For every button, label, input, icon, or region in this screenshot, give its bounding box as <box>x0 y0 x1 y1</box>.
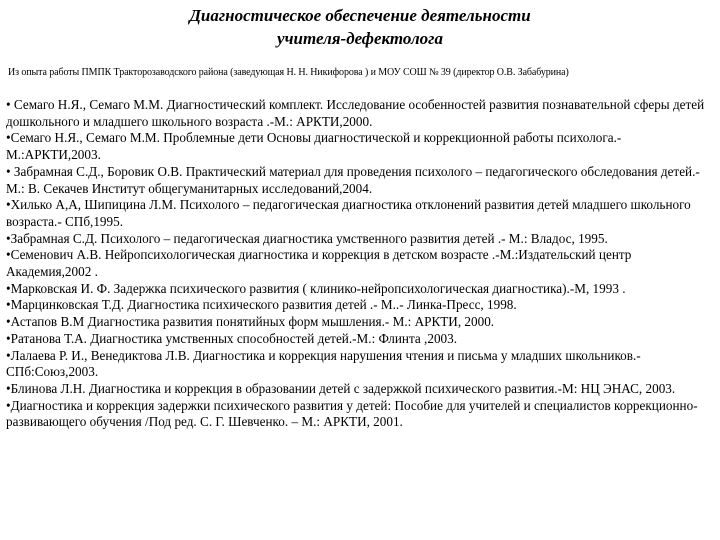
page-title <box>0 4 720 50</box>
reference-item <box>6 164 716 197</box>
title-line-1: Диагностическое обеспечение деятельности <box>189 6 531 25</box>
reference-text: Забрамная С.Д. Психолого – педагогическая диагностика умственного развития детей .- М.: Владос, 1995. <box>10 230 608 246</box>
bullet-icon: • <box>6 280 11 296</box>
reference-item <box>6 197 716 230</box>
reference-text: Диагностика и коррекция задержки психического развития у детей: Пособие для учителей и специалистов коррекционно-развивающего обучения /Под ред. С. Г. Шевченко. – М.: АРКТИ, 2001. <box>6 397 698 430</box>
reference-text: Семаго Н.Я., Семаго М.М. Проблемные дети Основы диагностической и коррекционной работы психолога.-М.:АРКТИ,2003. <box>6 130 622 163</box>
reference-item <box>6 331 716 348</box>
reference-item <box>6 314 716 331</box>
reference-item <box>6 348 716 381</box>
bullet-icon: • <box>6 230 11 246</box>
reference-item <box>6 130 716 163</box>
reference-text: Блинова Л.Н. Диагностика и коррекция в образовании детей с задержкой психического развития.-М: НЦ ЭНАС, 2003. <box>10 380 676 396</box>
reference-item <box>6 398 716 431</box>
reference-text: Забрамная С.Д., Боровик О.В. Практический материал для проведения психолого – педагогического обследования детей.- М.: В. Секачев Институт общегуманитарных исследований,2004. <box>6 163 700 196</box>
reference-text: Астапов В.М Диагностика развития понятийных форм мышления.- М.: АРКТИ, 2000. <box>10 314 495 330</box>
reference-text: Семаго Н.Я., Семаго М.М. Диагностический комплект. Исследование особенностей развития познавательной сферы детей дошкольного и младшего школьного возраста .-М.: АРКТИ,2000. <box>6 97 705 129</box>
bullet-icon: • <box>6 97 11 112</box>
reference-list <box>6 97 716 431</box>
reference-text: Марцинковская Т.Д. Диагностика психического развития детей .- М..- Линка-Пресс, 1998. <box>10 297 517 313</box>
bullet-icon: • <box>6 347 11 363</box>
bullet-icon: • <box>6 314 11 330</box>
reference-item <box>6 97 716 130</box>
bullet-icon: • <box>6 163 11 179</box>
bullet-icon: • <box>6 297 11 313</box>
reference-text: Хилько А,А, Шипицина Л.М. Психолого – педагогическая диагностика отклонений развития детей младшего школьного возраста.- СПб,1995. <box>6 197 691 229</box>
subtitle: Из опыта работы ПМПК Тракторозаводского района (заведующая Н. Н. Никифорова ) и МОУ СОШ № 39 (директор О.В. Забабурина) <box>8 67 569 78</box>
bullet-icon: • <box>6 380 11 396</box>
reference-text: Марковская И. Ф. Задержка психического развития ( клинико-нейропсихологическая диагностика).-М, 1993 . <box>10 280 626 296</box>
reference-text: Лалаева Р. И., Венедиктова Л.В. Диагностика и коррекция нарушения чтения и письма у младших школьников.- СПб:Союз,2003. <box>6 347 641 380</box>
reference-item <box>6 247 716 280</box>
reference-text: Ратанова Т.А. Диагностика умственных способностей детей.-М.: Флинта ,2003. <box>10 330 458 346</box>
bullet-icon: • <box>6 197 11 213</box>
reference-item <box>6 297 716 314</box>
bullet-icon: • <box>6 330 11 346</box>
reference-item <box>6 281 716 298</box>
bullet-icon: • <box>6 397 11 413</box>
reference-item <box>6 231 716 248</box>
bullet-icon: • <box>6 130 11 146</box>
bullet-icon: • <box>6 247 11 263</box>
title-line-2: учителя-дефектолога <box>277 29 443 48</box>
reference-text: Семенович А.В. Нейропсихологическая диагностика и коррекция в детском возрасте .-М.:Издательский центр Академия,2002 . <box>6 247 632 280</box>
reference-item <box>6 381 716 398</box>
